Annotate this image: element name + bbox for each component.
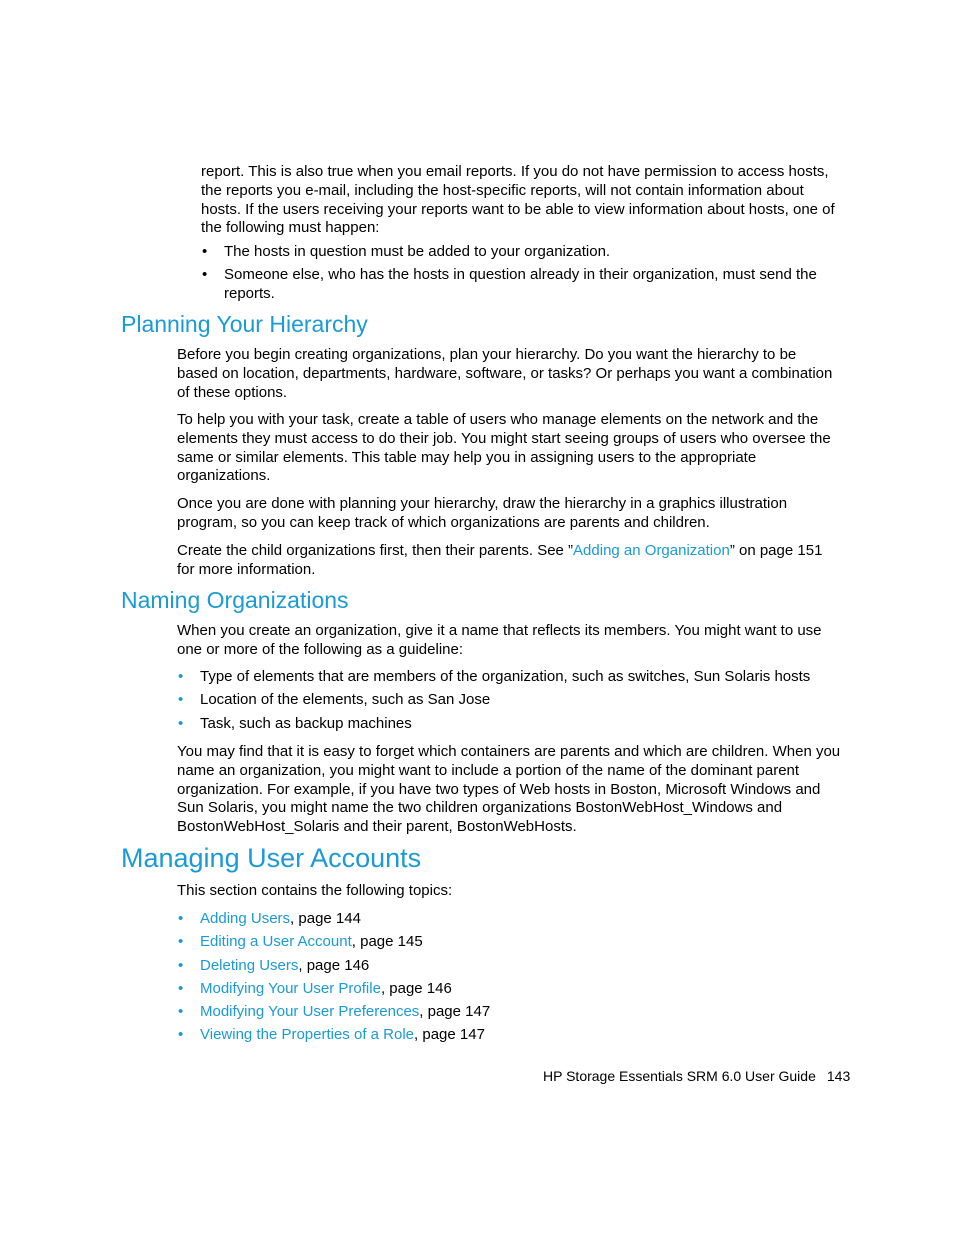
list-item: • The hosts in question must be added to your organization. [202,243,611,260]
intro-paragraph: report. This is also true when you email reports. If you do not have permission to access hosts, the reports you e-mail, including the host-specific reports, will not contain information about hosts. If the users receiving your reports want to be able to view information about hosts, one of the following must happen: [201,163,835,237]
bullet-icon: • [178,933,184,951]
list-item: • Editing a User Account, page 145 [178,933,423,951]
viewing-role-properties-link[interactable]: Viewing the Properties of a Role [200,1026,415,1044]
section-heading-naming: Naming Organizations [121,587,349,613]
bullet-icon: • [178,668,184,685]
bullet-icon: • [178,979,184,997]
list-item: • Type of elements that are members of the organization, such as switches, Sun Solaris hosts [178,668,811,685]
bullet-icon: • [202,243,208,260]
section-heading-planning: Planning Your Hierarchy [121,311,368,337]
section-heading-managing: Managing User Accounts [121,843,422,873]
naming-paragraph-1: When you create an organization, give it a name that reflects its members. You might want to use one or more of the following as a guideline: [177,622,822,658]
bullet-icon: • [178,691,184,709]
footer-title: HP Storage Essentials SRM 6.0 User Guide [543,1068,816,1084]
managing-paragraph-1: This section contains the following topics: [177,882,453,899]
naming-paragraph-2: You may find that it is easy to forget which containers are parents and which are children. When you name an organization, you might want to include a portion of the name of the dominant parent organization. For example, if you have two types of Web hosts in Boston, Microsoft Windows and Sun Solaris, you might name the two children organizations BostonWebHost_Windows and BostonWebHost_Solaris and their parent, BostonWebHosts. [177,743,841,836]
modifying-user-preferences-link[interactable]: Modifying Your User Preferences [200,1003,420,1021]
list-item: • Viewing the Properties of a Role, page 147 [178,1026,485,1044]
planning-paragraph-2: To help you with your task, create a table of users who manage elements on the network and the elements they must access to do their job. You might start seeing groups of users who oversee the same or similar elements. This table may help you in assigning users to the appropriate organizations. [177,411,831,485]
planning-paragraph-3: Once you are done with planning your hierarchy, draw the hierarchy in a graphics illustration program, so you can keep track of which organizations are parents and children. [177,495,788,531]
adding-organization-link[interactable]: Adding an Organization [573,542,730,559]
bullet-icon: • [178,714,184,732]
bullet-icon: • [178,956,184,974]
list-item: • Modifying Your User Preferences, page 147 [178,1003,491,1021]
adding-users-link[interactable]: Adding Users [200,910,291,927]
list-item: • Location of the elements, such as San Jose [178,691,491,709]
bullet-icon: • [178,1026,184,1044]
list-item: • Modifying Your User Profile, page 146 [178,979,452,997]
list-item: • Task, such as backup machines [178,714,412,732]
planning-paragraph-4: Create the child organizations first, then their parents. See ”Adding an Organization” on page 151 for more information. [177,542,823,578]
bullet-icon: • [202,266,208,284]
list-item: • Adding Users, page 144 [178,910,361,927]
editing-user-account-link[interactable]: Editing a User Account [200,933,352,951]
page-footer [543,1067,850,1085]
page-number: 143 [826,1068,851,1084]
planning-paragraph-1: Before you begin creating organizations, plan your hierarchy. Do you want the hierarchy to be based on location, departments, hardware, software, or tasks? Or perhaps you want a combination of these options. [177,346,833,401]
intro-bullet-list [201,243,841,304]
naming-bullet-list [177,668,841,733]
deleting-users-link[interactable]: Deleting Users [200,956,299,974]
bullet-icon: • [178,1003,184,1021]
modifying-user-profile-link[interactable]: Modifying Your User Profile [200,979,381,997]
topics-list [177,910,841,1045]
list-item: • Deleting Users, page 146 [178,956,370,974]
list-item: • Someone else, who has the hosts in question already in their organization, must send the reports. [202,266,817,303]
bullet-icon: • [178,910,184,927]
